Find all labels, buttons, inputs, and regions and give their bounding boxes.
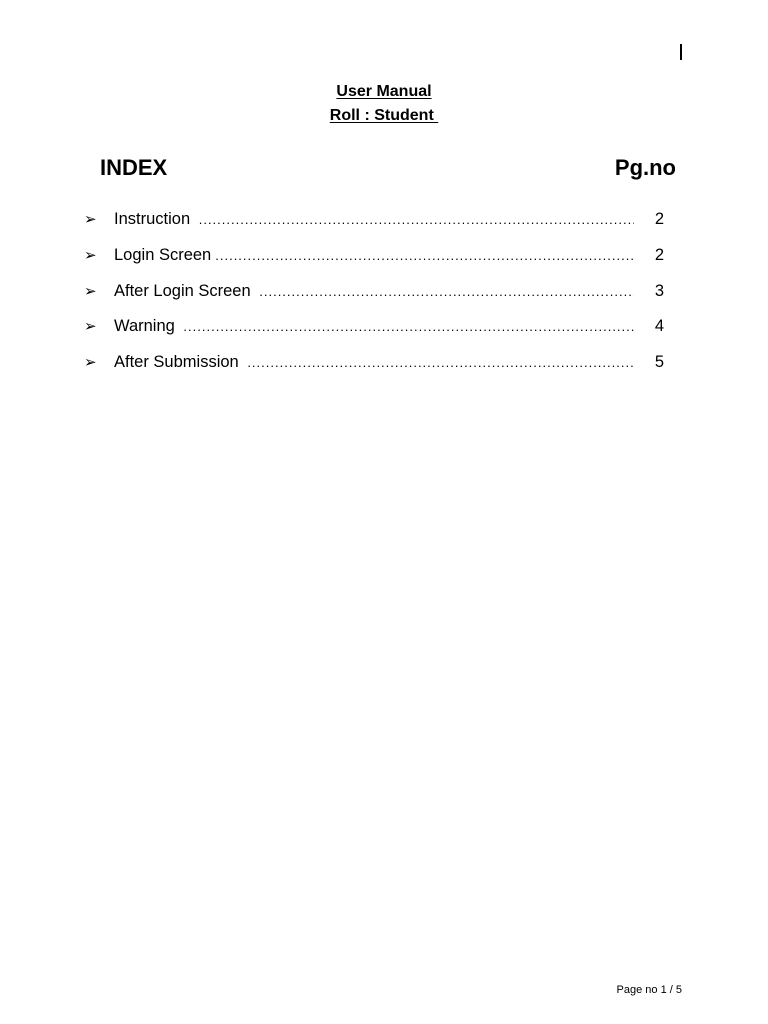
dot-leader <box>183 313 634 341</box>
document-title-block <box>0 80 768 128</box>
table-of-contents <box>84 205 664 384</box>
toc-entry-label: After Login Screen <box>114 281 256 300</box>
dot-leader <box>215 242 634 270</box>
arrowhead-bullet-icon: ➢ <box>84 354 97 372</box>
arrowhead-bullet-icon: ➢ <box>84 318 97 336</box>
arrowhead-bullet-icon: ➢ <box>84 282 97 300</box>
page-number-heading: Pg.no <box>614 155 676 180</box>
arrowhead-bullet-icon: ➢ <box>84 246 97 264</box>
page-number-footer: Page no 1 / 5 <box>616 984 682 996</box>
toc-entry-after-submission[interactable] <box>84 348 664 384</box>
toc-entry-page: 2 <box>654 245 664 264</box>
dot-leader <box>247 349 634 377</box>
toc-entry-label: Warning <box>114 317 180 336</box>
toc-entry-label: Instruction <box>114 210 195 228</box>
toc-entry-page: 5 <box>654 353 664 372</box>
toc-entry-login-screen[interactable] <box>84 241 664 277</box>
dot-leader <box>199 206 634 234</box>
toc-entry-label: Login Screen <box>114 245 212 264</box>
arrowhead-bullet-icon: ➢ <box>84 211 97 228</box>
document-subtitle: Roll : Student <box>329 107 439 124</box>
index-heading: INDEX <box>100 155 168 180</box>
toc-entry-page: 2 <box>654 210 664 228</box>
toc-entry-instruction[interactable] <box>84 205 664 241</box>
toc-entry-warning[interactable] <box>84 312 664 348</box>
toc-entry-after-login-screen[interactable] <box>84 277 664 313</box>
toc-entry-page: 4 <box>654 317 664 336</box>
toc-entry-page: 3 <box>654 281 664 300</box>
document-title: User Manual <box>336 83 432 100</box>
dot-leader <box>259 278 634 306</box>
toc-entry-label: After Submission <box>114 353 244 372</box>
text-cursor-mark <box>680 44 682 60</box>
